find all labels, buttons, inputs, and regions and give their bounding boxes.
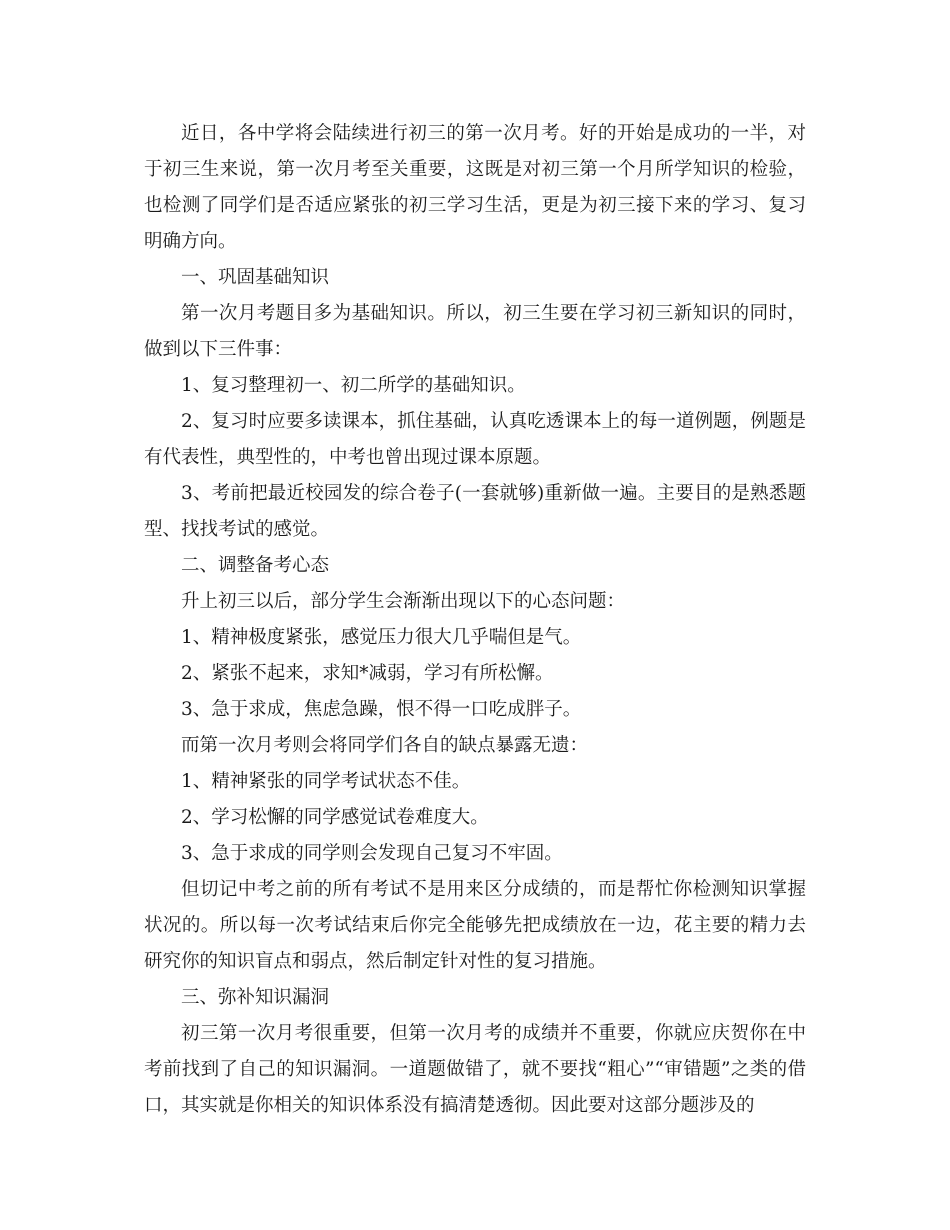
document-body: [144, 116, 806, 1124]
body-paragraph: 第一次月考题目多为基础知识。所以，初三生要在学习初三新知识的同时，做到以下三件事：: [144, 303, 806, 360]
list-item: 2、学习松懈的同学感觉试卷难度大。: [181, 807, 489, 828]
list-item: 1、复习整理初一、初二所学的基础知识。: [181, 375, 526, 396]
list-item: 2、紧张不起来，求知*减弱，学习有所松懈。: [181, 663, 554, 684]
list-item: 1、精神紧张的同学考试状态不佳。: [181, 771, 471, 792]
intro-paragraph: 近日，各中学将会陆续进行初三的第一次月考。好的开始是成功的一半，对于初三生来说，第一次月考至关重要，这既是对初三第一个月所学知识的检验，也检测了同学们是否适应紧张的初三学习生活，更是为初三接下来的学习、复习明确方向。: [144, 123, 806, 252]
section-heading-1: 一、巩固基础知识: [181, 267, 330, 288]
body-paragraph: 而第一次月考则会将同学们各自的缺点暴露无遗：: [181, 735, 589, 756]
body-paragraph: 升上初三以后，部分学生会渐渐出现以下的心态问题：: [181, 591, 626, 612]
section-heading-2: 二、调整备考心态: [181, 555, 330, 576]
list-item: 3、急于求成的同学则会发现自己复习不牢固。: [181, 843, 563, 864]
list-item: 3、急于求成，焦虑急躁，恨不得一口吃成胖子。: [181, 699, 582, 720]
list-item: 1、精神极度紧张，感觉压力很大几乎喘但是气。: [181, 627, 582, 648]
section-heading-3: 三、弥补知识漏洞: [181, 987, 330, 1008]
list-item: 2、复习时应要多读课本，抓住基础，认真吃透课本上的每一道例题，例题是有代表性，典型性的，中考也曾出现过课本原题。: [144, 411, 806, 468]
body-paragraph: 但切记中考之前的所有考试不是用来区分成绩的，而是帮忙你检测知识掌握状况的。所以每一次考试结束后你完全能够先把成绩放在一边，花主要的精力去研究你的知识盲点和弱点，然后制定针对性的复习措施。: [144, 879, 806, 972]
list-item: 3、考前把最近校园发的综合卷子(一套就够)重新做一遍。主要目的是熟悉题型、找找考试的感觉。: [144, 483, 806, 540]
body-paragraph: 初三第一次月考很重要，但第一次月考的成绩并不重要，你就应庆贺你在中考前找到了自己的知识漏洞。一道题做错了，就不要找“粗心”“审错题”之类的借口，其实就是你相关的知识体系没有搞清楚透彻。因此要对这部分题涉及的: [144, 1023, 806, 1116]
